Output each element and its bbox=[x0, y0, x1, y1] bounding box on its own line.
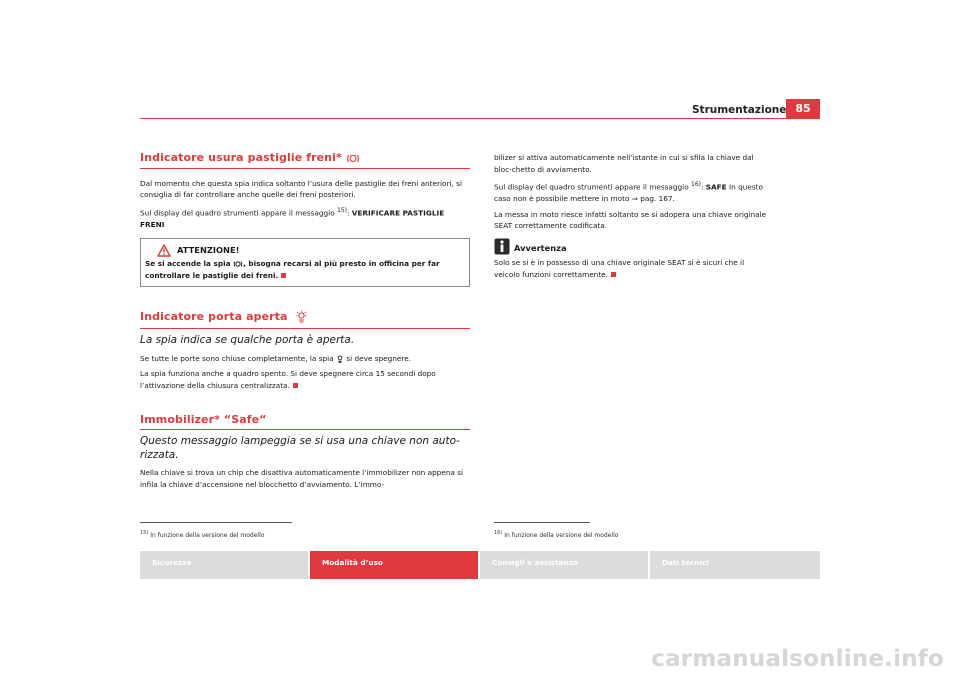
text: La spia funziona anche a quadro spento. Si deve spegnere circa 15 secondi dopo l’attivazione della chiusura centralizzata. bbox=[140, 369, 436, 391]
footnote bbox=[494, 530, 618, 539]
footnote-number: 16) bbox=[494, 530, 503, 536]
section-rule bbox=[140, 328, 470, 329]
note-box bbox=[494, 238, 772, 280]
watermark: carmanualsonline.info bbox=[651, 646, 944, 672]
paragraph bbox=[494, 179, 772, 205]
brake-pad-warning-icon bbox=[233, 259, 243, 268]
tab-label: Dati tecnici bbox=[662, 558, 709, 567]
tab-label: Consigli e assistenza bbox=[492, 558, 578, 567]
section-title-immobilizer: Immobilizer* “Safe“ bbox=[140, 412, 267, 426]
footnote-text: In funzione della versione del modello bbox=[504, 532, 619, 539]
tab-label: Sicurezza bbox=[152, 558, 192, 567]
display-message: VERIFICARE PASTIGLIE FRENI bbox=[140, 208, 445, 229]
note-text bbox=[494, 257, 772, 280]
text: , bisogna recarsi al più presto in officina per far controllare le pastiglie dei freni. bbox=[145, 259, 440, 280]
section-intro bbox=[140, 435, 470, 462]
paragraph: bilizer si attiva automaticamente nell’istante in cui si sfila la chiave dal bloc-chetto di avviamento. bbox=[494, 153, 754, 174]
section-title-brake-pads bbox=[140, 152, 470, 164]
section-title-text: Indicatore porta aperta bbox=[140, 310, 288, 324]
header-rule bbox=[140, 118, 786, 119]
section-intro: La spia indica se qualche porta è aperta. bbox=[140, 334, 355, 347]
display-message: SAFE bbox=[705, 182, 727, 192]
info-note-icon bbox=[494, 238, 510, 255]
page-number: 85 bbox=[786, 99, 820, 119]
warning-triangle-icon bbox=[157, 244, 171, 257]
text: Sul display del quadro strumenti appare il messaggio bbox=[494, 182, 689, 192]
text: Sul display del quadro strumenti appare il messaggio bbox=[140, 208, 335, 218]
right-column bbox=[494, 152, 772, 284]
paragraph: La messa in moto riesce infatti soltanto se si adopera una chiave originale SEAT correttamente codificata. bbox=[494, 209, 767, 231]
page-reference-link[interactable]: ⇒ pag. 167. bbox=[631, 194, 675, 204]
section-title-text: Indicatore usura pastiglie freni* bbox=[140, 151, 342, 164]
text: Se tutte le porte sono chiuse completamente, la spia bbox=[140, 353, 334, 363]
end-marker bbox=[293, 383, 298, 388]
end-marker bbox=[611, 272, 616, 277]
footnote-rule bbox=[494, 522, 590, 523]
paragraph bbox=[140, 205, 470, 231]
warning-title: ATTENZIONE! bbox=[177, 244, 240, 255]
end-marker bbox=[281, 273, 286, 278]
tab-label: Modalità d’uso bbox=[322, 558, 383, 567]
footnote-ref: 16) bbox=[691, 181, 701, 189]
footnote-number: 15) bbox=[140, 530, 149, 536]
tab-consigli-e-assistenza[interactable] bbox=[480, 551, 648, 579]
text: rizzata. bbox=[140, 448, 179, 461]
door-open-icon bbox=[296, 310, 307, 323]
paragraph bbox=[140, 353, 470, 365]
note-title: Avvertenza bbox=[514, 243, 567, 254]
paragraph: Dal momento che questa spia indica soltanto l’usura delle pastiglie dei freni anteriori, si consiglia di far controllare anche quelle dei freni posteriori. bbox=[140, 178, 463, 200]
text: : bbox=[700, 182, 704, 192]
text: Questo messaggio lampeggia se si usa una chiave non auto- bbox=[140, 435, 460, 448]
section-title-door-open bbox=[140, 310, 470, 324]
section-rule bbox=[140, 429, 470, 430]
left-column bbox=[140, 152, 470, 494]
footnote bbox=[140, 530, 264, 539]
tab-modalita-duso[interactable] bbox=[310, 551, 478, 579]
warning-box bbox=[140, 238, 470, 287]
tab-dati-tecnici[interactable] bbox=[650, 551, 820, 579]
header-title: Strumentazione bbox=[692, 104, 787, 116]
paragraph: Nella chiave si trova un chip che disattiva automaticamente l’immobilizer non appena si infila la chiave d’accensione nel blocchetto d’avviamento. L’immo- bbox=[140, 468, 464, 489]
tab-sicurezza[interactable] bbox=[140, 551, 308, 579]
footnote-text: In funzione della versione del modello bbox=[150, 532, 265, 539]
paragraph bbox=[140, 368, 470, 391]
text: In questo caso non è possibile mettere in moto bbox=[494, 182, 763, 204]
text: Solo se si è in possesso di una chiave originale SEAT si è sicuri che il veicolo funzioni correttamente. bbox=[494, 257, 745, 279]
text: Se si accende la spia bbox=[145, 259, 231, 269]
footnote-ref: 15) bbox=[337, 206, 347, 214]
section-rule bbox=[140, 168, 470, 169]
brake-pad-warning-icon bbox=[346, 151, 360, 164]
text: si deve spegnere. bbox=[346, 353, 412, 363]
footnote-rule bbox=[140, 522, 292, 523]
door-open-icon bbox=[336, 354, 346, 363]
warning-text bbox=[145, 258, 465, 281]
text: : bbox=[346, 208, 350, 218]
